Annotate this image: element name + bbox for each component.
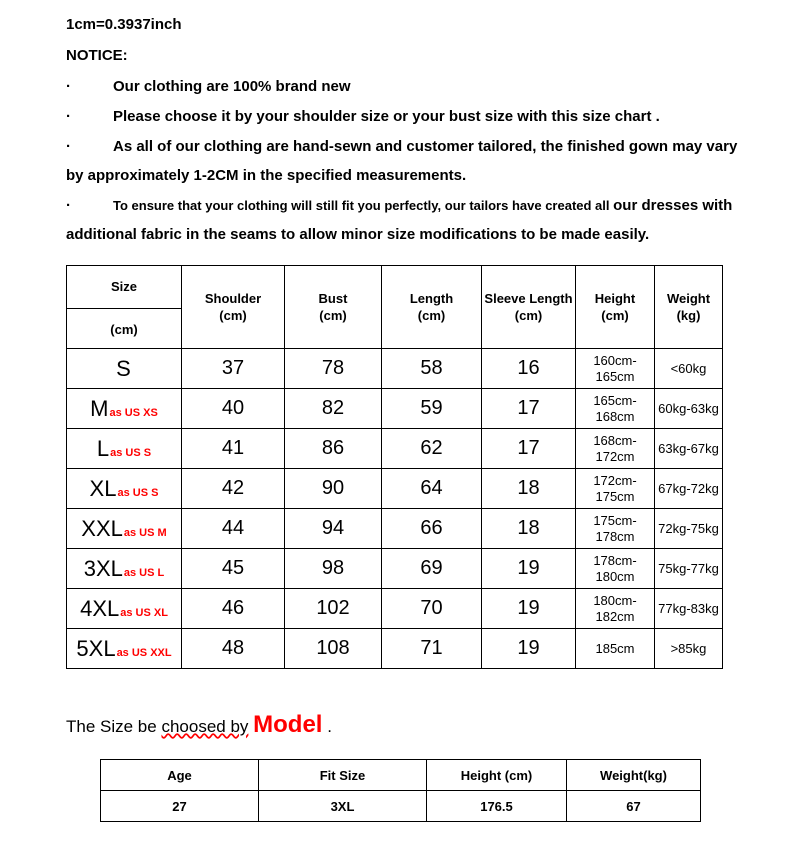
sleeve-value: 19 (482, 629, 576, 669)
shoulder-value: 46 (182, 589, 285, 629)
us-size-label: as US S (117, 486, 159, 499)
notice-text-small: To ensure that your clothing will still fit you perfectly, our tailors have created all (113, 198, 614, 213)
notice-item (66, 102, 742, 131)
bust-value: 90 (285, 469, 382, 509)
size-table-header-row (67, 266, 723, 349)
bust-value: 82 (285, 389, 382, 429)
bust-value: 102 (285, 589, 382, 629)
shoulder-value: 41 (182, 429, 285, 469)
unit-conversion-note: 1cm=0.3937inch (66, 16, 182, 33)
col-header-bust: Bust (cm) (285, 266, 382, 349)
model-info-table (100, 759, 701, 822)
shoulder-value: 44 (182, 509, 285, 549)
size-row-s (67, 349, 723, 389)
weight-value: >85kg (655, 629, 723, 669)
model-col-weight: Weight(kg) (567, 760, 701, 791)
weight-value: 67kg-72kg (655, 469, 723, 509)
height-value: 160cm-165cm (576, 349, 655, 389)
size-value: 4XL (80, 595, 120, 621)
bust-value: 98 (285, 549, 382, 589)
size-row-xxl (67, 509, 723, 549)
bullet-icon: · (66, 108, 71, 125)
size-cell (67, 389, 182, 429)
size-row-l (67, 429, 723, 469)
notice-heading: NOTICE: (66, 47, 128, 64)
height-value: 175cm-178cm (576, 509, 655, 549)
bust-value: 86 (285, 429, 382, 469)
bust-value: 94 (285, 509, 382, 549)
size-row-4xl (67, 589, 723, 629)
shoulder-value: 37 (182, 349, 285, 389)
weight-value: 72kg-75kg (655, 509, 723, 549)
model-col-age: Age (101, 760, 259, 791)
weight-value: 75kg-77kg (655, 549, 723, 589)
us-size-label: as US XL (120, 606, 168, 619)
height-value: 178cm-180cm (576, 549, 655, 589)
size-row-5xl (67, 629, 723, 669)
size-row-m (67, 389, 723, 429)
size-cell (67, 509, 182, 549)
notice-item (66, 191, 742, 249)
col-header-shoulder: Shoulder (cm) (182, 266, 285, 349)
model-table-value-row (101, 791, 701, 822)
sleeve-value: 17 (482, 429, 576, 469)
height-value: 165cm-168cm (576, 389, 655, 429)
length-value: 59 (382, 389, 482, 429)
length-value: 66 (382, 509, 482, 549)
notice-item (66, 72, 742, 101)
length-value: 70 (382, 589, 482, 629)
height-value: 168cm-172cm (576, 429, 655, 469)
notice-item (66, 132, 742, 190)
caption-model-word: Model (253, 711, 323, 738)
weight-value: 63kg-67kg (655, 429, 723, 469)
us-size-label: as US S (110, 446, 152, 459)
height-value: 172cm-175cm (576, 469, 655, 509)
length-value: 64 (382, 469, 482, 509)
size-cell (67, 469, 182, 509)
length-value: 62 (382, 429, 482, 469)
notice-text: As all of our clothing are hand-sewn and customer tailored, the finished gown may vary by approximately 1-2CM in the specified measurements. (66, 138, 738, 184)
notice-text: Our clothing are 100% brand new (113, 78, 351, 95)
shoulder-value: 48 (182, 629, 285, 669)
model-weight-value: 67 (567, 791, 701, 822)
sleeve-value: 19 (482, 589, 576, 629)
model-table-header-row (101, 760, 701, 791)
size-value: 5XL (76, 635, 116, 661)
model-size-caption (66, 711, 742, 739)
col-header-length: Length (cm) (382, 266, 482, 349)
size-value: XL (89, 475, 117, 501)
size-row-3xl (67, 549, 723, 589)
model-height-value: 176.5 (427, 791, 567, 822)
shoulder-value: 40 (182, 389, 285, 429)
size-value: L (96, 435, 110, 461)
height-value: 185cm (576, 629, 655, 669)
length-value: 71 (382, 629, 482, 669)
notice-text-large: our dresses with additional fabric in the seams to allow minor size modifications to be made easily. (66, 197, 733, 243)
col-header-size: Size (cm) (67, 266, 182, 349)
size-value: XXL (81, 515, 123, 541)
col-header-weight: Weight (kg) (655, 266, 723, 349)
bust-value: 78 (285, 349, 382, 389)
shoulder-value: 42 (182, 469, 285, 509)
size-cell (67, 549, 182, 589)
length-value: 69 (382, 549, 482, 589)
caption-prefix: The Size be (66, 717, 162, 736)
col-header-sleeve-length: Sleeve Length (cm) (482, 266, 576, 349)
model-fit-size-value: 3XL (259, 791, 427, 822)
model-col-height: Height (cm) (427, 760, 567, 791)
sleeve-value: 19 (482, 549, 576, 589)
size-cell (67, 629, 182, 669)
size-cell (67, 429, 182, 469)
size-value: M (90, 395, 109, 421)
bullet-icon: · (66, 197, 71, 214)
us-size-label: as US XS (109, 406, 158, 419)
height-value: 180cm-182cm (576, 589, 655, 629)
notice-list (66, 72, 742, 249)
sleeve-value: 18 (482, 469, 576, 509)
caption-misspelled-words: choosed by (161, 717, 249, 736)
col-header-height: Height (cm) (576, 266, 655, 349)
size-chart-table (66, 265, 723, 669)
us-size-label: as US L (123, 566, 165, 579)
caption-suffix: . (322, 717, 332, 736)
size-row-xl (67, 469, 723, 509)
weight-value: <60kg (655, 349, 723, 389)
weight-value: 77kg-83kg (655, 589, 723, 629)
size-cell (67, 349, 182, 389)
shoulder-value: 45 (182, 549, 285, 589)
us-size-label: as US M (123, 526, 167, 539)
us-size-label: as US XXL (116, 646, 172, 659)
bust-value: 108 (285, 629, 382, 669)
sleeve-value: 16 (482, 349, 576, 389)
length-value: 58 (382, 349, 482, 389)
size-value: 3XL (83, 555, 123, 581)
bullet-icon: · (66, 138, 71, 155)
sleeve-value: 17 (482, 389, 576, 429)
sleeve-value: 18 (482, 509, 576, 549)
notice-text: Please choose it by your shoulder size or your bust size with this size chart . (113, 108, 660, 125)
size-value: S (116, 355, 131, 381)
size-cell (67, 589, 182, 629)
model-col-fit-size: Fit Size (259, 760, 427, 791)
model-age-value: 27 (101, 791, 259, 822)
weight-value: 60kg-63kg (655, 389, 723, 429)
bullet-icon: · (66, 78, 71, 95)
